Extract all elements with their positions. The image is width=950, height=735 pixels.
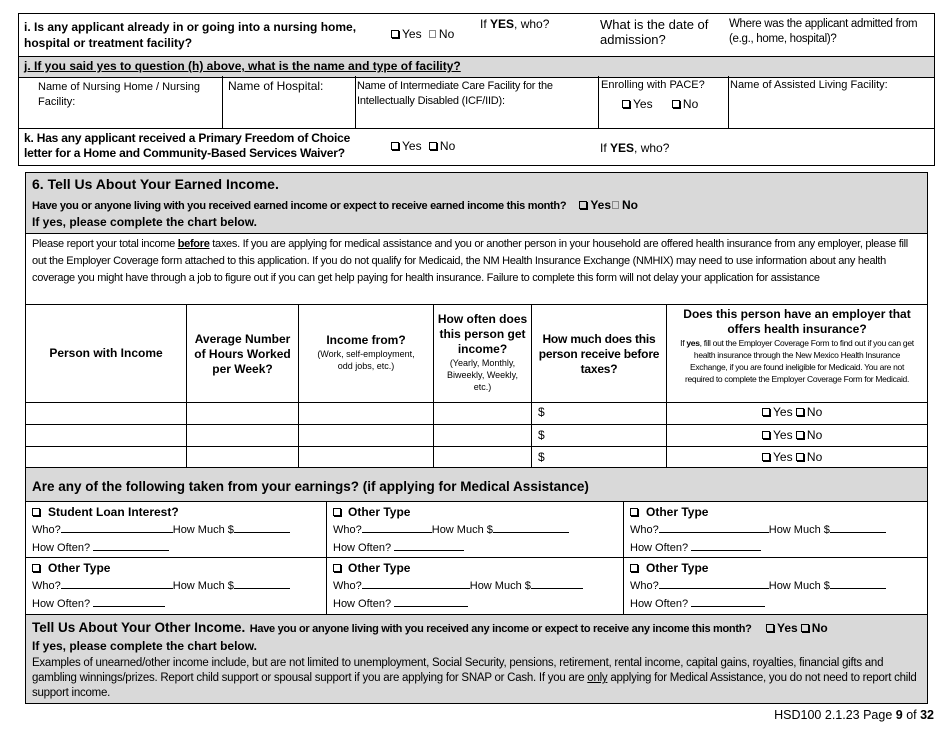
- deduction-2-often-field[interactable]: [394, 539, 464, 551]
- icf-field[interactable]: Name of Intermediate Care Facility for the Intellectually Disabled (ICF/IID):: [357, 80, 553, 107]
- deduction-1-amount-field[interactable]: [234, 521, 290, 533]
- row-3-amount[interactable]: $: [538, 450, 545, 464]
- row-2-no-checkbox[interactable]: [796, 431, 804, 439]
- deduction-3-amount-field[interactable]: [830, 521, 886, 533]
- earned-income-no-checkbox[interactable]: [612, 201, 619, 209]
- col-from-header: Income from? (Work, self-employment, odd jobs, etc.): [317, 333, 415, 371]
- deduction-3-often-field[interactable]: [691, 539, 761, 551]
- deduction-5-amount-field[interactable]: [531, 577, 583, 589]
- deduction-4-who-field[interactable]: [61, 577, 173, 589]
- deduction-6-who-field[interactable]: [659, 577, 769, 589]
- admitted-from-label[interactable]: Where was the applicant admitted from (e.g., home, hospital)?: [729, 18, 918, 45]
- col-hours-header: Average Number of Hours Worked per Week?: [194, 332, 291, 376]
- question-k-no-checkbox[interactable]: [429, 142, 437, 150]
- question-j: j. If you said yes to question (h) above, what is the name and type of facility?: [24, 59, 461, 73]
- deduction-2-checkbox[interactable]: [333, 508, 341, 516]
- pace-label: Enrolling with PACE?: [601, 79, 705, 91]
- deduction-6-often-field[interactable]: [691, 595, 765, 607]
- deduction-6-amount-field[interactable]: [830, 577, 886, 589]
- question-i-yes-checkbox[interactable]: [391, 30, 399, 38]
- section-6-title: 6. Tell Us About Your Earned Income.: [32, 176, 279, 192]
- question-k: k. Has any applicant received a Primary Freedom of Choice letter for a Home and Community-Based Services Waiver?: [24, 131, 351, 160]
- other-income-examples: Examples of unearned/other income include, but are not limited to unemployment, Social Security, pensions, retirement, rental income, capital gains, royalties, financial gifts and gambling winnings/prizes. Report child support or spousal support if you are applying for SNAP or Cash. If you are only applying for Medical Assistance, you do not need to report child support income.: [32, 657, 917, 699]
- deduction-5-who-field[interactable]: [362, 577, 470, 589]
- question-i-yes-label: Yes: [402, 27, 422, 41]
- other-income-complete-chart: If yes, please complete the chart below.: [32, 639, 257, 653]
- deduction-2: Other Type Who? How Much $ How Often?: [333, 504, 621, 557]
- row-1-employer: Yes No: [762, 405, 822, 419]
- deduction-2-amount-field[interactable]: [493, 521, 569, 533]
- col-employer-header: Does this person have an employer that offers health insurance? If yes, fill out the Employer Coverage Form to find out if you can get health insurance through the New Mexico Health Insurance Exchange, if you are found ineligible for Medicaid. You are not required to complete the Employer Coverage Form for Medicaid.: [680, 307, 914, 384]
- page-footer: HSD100 2.1.23 Page 9 of 32: [774, 708, 934, 722]
- deduction-4: Other Type Who? How Much $ How Often?: [32, 560, 322, 613]
- earned-income-yes-checkbox[interactable]: [579, 201, 587, 209]
- deductions-title: Are any of the following taken from your earnings? (if applying for Medical Assistance): [32, 479, 589, 494]
- deduction-6-checkbox[interactable]: [630, 564, 638, 572]
- deduction-2-who-field[interactable]: [362, 521, 432, 533]
- deduction-3: Other Type Who? How Much $ How Often?: [630, 504, 925, 557]
- question-i-options: [391, 27, 454, 41]
- question-k-who[interactable]: If YES, who?: [600, 141, 670, 155]
- section-6-complete-chart: If yes, please complete the chart below.: [32, 215, 257, 229]
- question-i-no-checkbox[interactable]: [429, 30, 436, 38]
- deduction-1: Student Loan Interest? Who? How Much $ How Often?: [32, 504, 322, 557]
- admission-date-label[interactable]: What is the date of admission?: [600, 17, 709, 47]
- section-6-question: Have you or anyone living with you received earned income or expect to receive earned income this month? Yes No: [32, 198, 639, 212]
- row-1-no-checkbox[interactable]: [796, 408, 804, 416]
- deduction-5-checkbox[interactable]: [333, 564, 341, 572]
- deduction-3-checkbox[interactable]: [630, 508, 638, 516]
- other-income-header: Tell Us About Your Other Income. Have you or anyone living with you received any income or expect to receive any income this month? Yes No: [32, 620, 828, 635]
- deduction-1-often-field[interactable]: [93, 539, 169, 551]
- pace-yes-checkbox[interactable]: [622, 100, 630, 108]
- question-i-no-label: No: [438, 27, 455, 41]
- nursing-home-field[interactable]: Name of Nursing Home / Nursing Facility:: [38, 81, 201, 108]
- deduction-5-often-field[interactable]: [394, 595, 468, 607]
- row-3-yes-checkbox[interactable]: [762, 453, 770, 461]
- row-1-yes-checkbox[interactable]: [762, 408, 770, 416]
- deduction-6: Other Type Who? How Much $ How Often?: [630, 560, 925, 613]
- question-k-options: Yes No: [391, 139, 455, 153]
- pace-options: Yes No: [622, 97, 698, 111]
- assisted-living-field[interactable]: Name of Assisted Living Facility:: [730, 79, 888, 91]
- row-3-no-checkbox[interactable]: [796, 453, 804, 461]
- deduction-4-checkbox[interactable]: [32, 564, 40, 572]
- deduction-5: Other Type Who? How Much $ How Often?: [333, 560, 621, 613]
- col-often-header: How often does this person get income? (Yearly, Monthly, Biweekly, Weekly, etc.): [437, 312, 528, 392]
- row-2-yes-checkbox[interactable]: [762, 431, 770, 439]
- other-income-no-checkbox[interactable]: [801, 624, 809, 632]
- deduction-1-who-field[interactable]: [61, 521, 173, 533]
- col-much-header: How much does this person receive before taxes?: [538, 332, 660, 376]
- question-k-yes-checkbox[interactable]: [391, 142, 399, 150]
- deduction-4-often-field[interactable]: [93, 595, 165, 607]
- deduction-4-amount-field[interactable]: [234, 577, 290, 589]
- col-person-header: Person with Income: [49, 346, 163, 360]
- section-6-instructions: Please report your total income before taxes. If you are applying for medical assistance and you or another person in your household are offered health insurance from any employer, please fill out the Employer Coverage form attached to this application. If you do not qualify for Medicaid, the NM Health Insurance Exchange (NMHIX) may need to use information about any health coverage you might have through a job to figure out if you can get help paying for health insurance. Failure to complete this form will not delay your application for assistance: [32, 238, 908, 284]
- row-2-amount[interactable]: $: [538, 428, 545, 442]
- row-1-amount[interactable]: $: [538, 405, 545, 419]
- other-income-yes-checkbox[interactable]: [766, 624, 774, 632]
- hospital-field[interactable]: Name of Hospital:: [228, 79, 324, 93]
- row-3-employer: Yes No: [762, 450, 822, 464]
- deduction-3-who-field[interactable]: [659, 521, 769, 533]
- pace-no-checkbox[interactable]: [672, 100, 680, 108]
- question-i-who[interactable]: If YES, who?: [480, 17, 550, 31]
- question-i: i. Is any applicant already in or going into a nursing home, hospital or treatment facility?: [24, 20, 357, 50]
- row-2-employer: Yes No: [762, 428, 822, 442]
- deduction-1-checkbox[interactable]: [32, 508, 40, 516]
